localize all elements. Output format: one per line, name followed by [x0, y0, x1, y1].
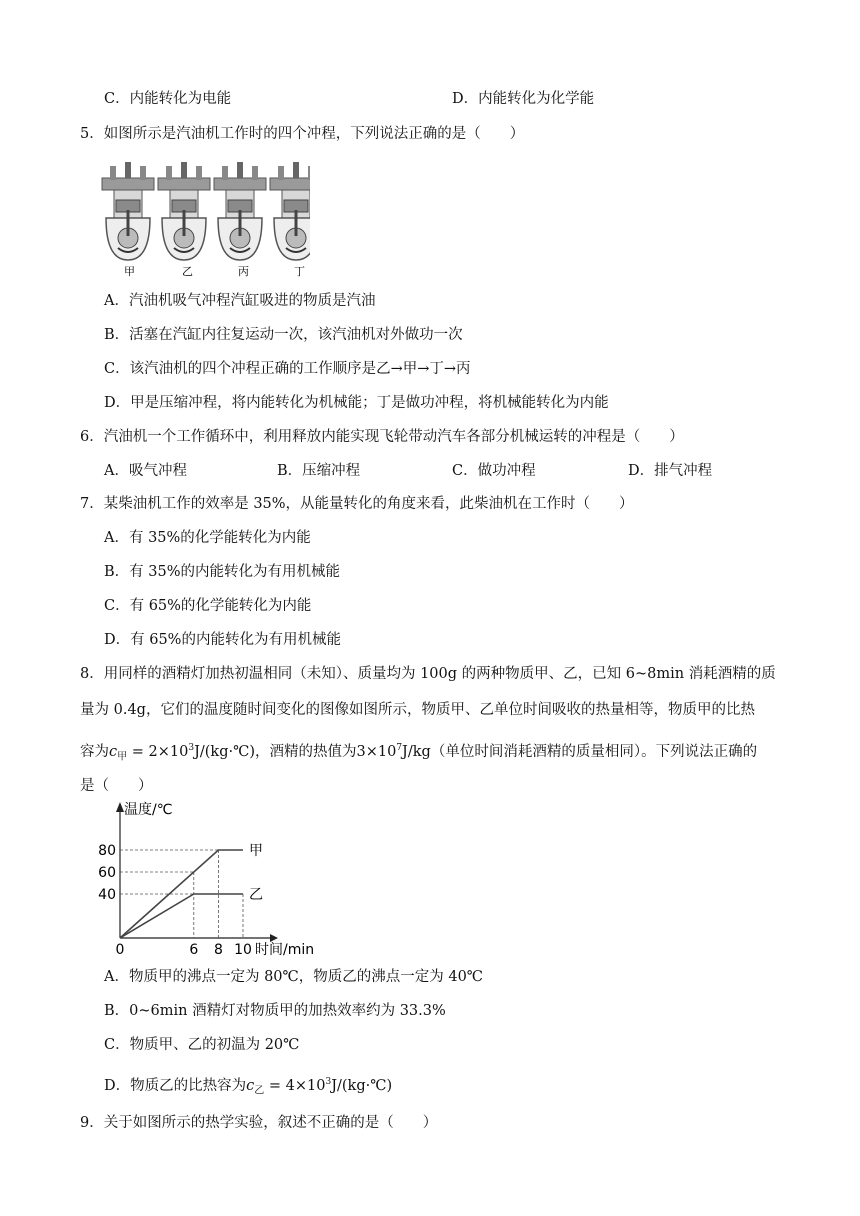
temperature-time-chart	[92, 800, 342, 958]
q7-option-c: C．有 65%的化学能转化为内能	[104, 598, 312, 614]
c-jia-symbol: c	[109, 743, 118, 760]
q8-option-d	[104, 1072, 392, 1102]
q6-option-b: B．压缩冲程	[277, 463, 361, 479]
y-axis-label: 温度/℃	[124, 802, 173, 818]
c-yi-unit: J/(kg·℃)	[331, 1077, 393, 1094]
q5-stem: 5．如图所示是汽油机工作时的四个冲程，下列说法正确的是（ ）	[80, 126, 525, 142]
engine-strokes-figure	[100, 160, 310, 280]
series-label-1: 乙	[249, 887, 263, 903]
q9-stem: 9．关于如图所示的热学实验，叙述不正确的是（ ）	[80, 1115, 438, 1131]
engine-ding	[270, 162, 310, 260]
q8-line-4: 是（ ）	[80, 778, 153, 794]
series-line-1	[120, 894, 243, 938]
engine-jia	[102, 162, 154, 260]
engine-bing	[214, 162, 266, 260]
q8-line3-text-c: （单位时间消耗酒精的质量相同）。下列说法正确的	[430, 743, 758, 760]
q8-line-2: 量为 0.4g，它们的温度随时间变化的图像如图所示，物质甲、乙单位时间吸收的热量相等，物质甲的比热	[80, 702, 755, 718]
x-tick-label-2: 8	[213, 942, 223, 958]
x-axis-arrow	[270, 934, 278, 942]
series-label-0: 甲	[249, 843, 263, 859]
q6-option-d: D．排气冲程	[628, 463, 713, 479]
q7-stem: 7．某柴油机工作的效率是 35%，从能量转化的角度来看，此柴油机在工作时（ ）	[80, 496, 634, 512]
chart-plot-area	[98, 801, 314, 958]
q7-option-a: A．有 35%的化学能转化为内能	[104, 530, 311, 546]
q8-line-1: 8．用同样的酒精灯加热初温相同（未知）、质量均为 100g 的两种物质甲、乙，已知 6~8min 消耗酒精的质	[80, 666, 776, 682]
q7-option-b: B．有 35%的内能转化为有用机械能	[104, 564, 340, 580]
q4-option-d: D．内能转化为化学能	[452, 91, 595, 107]
engine-yi	[158, 162, 210, 260]
c-jia-unit: J/(kg·℃)	[194, 743, 255, 760]
x-axis-label: 时间/min	[255, 942, 315, 958]
c-yi-subscript: 乙	[254, 1085, 265, 1097]
c-jia-value: = 2×10	[127, 743, 189, 760]
c-yi-value: = 4×10	[264, 1077, 326, 1094]
x-tick-label-3: 10	[234, 942, 252, 958]
y-tick-label-0: 40	[98, 887, 116, 903]
y-axis-arrow	[116, 802, 124, 812]
heat-value-exponent: 7	[396, 743, 403, 753]
q5-option-c: C．该汽油机的四个冲程正确的工作顺序是乙→甲→丁→丙	[104, 361, 471, 377]
c-yi-symbol: c	[246, 1077, 255, 1094]
q8-line3-text-b: ，酒精的热值为	[254, 743, 357, 760]
x-tick-label-1: 6	[189, 942, 199, 958]
engine-label-bing: 丙	[238, 265, 249, 278]
engine-label-ding: 丁	[294, 265, 305, 278]
q6-option-a: A．吸气冲程	[104, 463, 187, 479]
q4-option-c: C．内能转化为电能	[104, 91, 232, 107]
q8-line-3	[80, 738, 757, 768]
q8-optd-text: D．物质乙的比热容为	[104, 1077, 247, 1094]
heat-value-unit: J/kg	[402, 743, 431, 760]
q5-option-a: A．汽油机吸气冲程汽缸吸进的物质是汽油	[104, 293, 376, 309]
q5-option-b: B．活塞在汽缸内往复运动一次，该汽油机对外做功一次	[104, 327, 463, 343]
q5-option-d: D．甲是压缩冲程，将内能转化为机械能；丁是做功冲程，将机械能转化为内能	[104, 395, 609, 411]
q6-option-c: C．做功冲程	[452, 463, 536, 479]
engine-label-jia: 甲	[124, 265, 135, 278]
c-yi-exponent: 3	[325, 1077, 332, 1087]
q7-option-d: D．有 65%的内能转化为有用机械能	[104, 632, 341, 648]
x-tick-label-0: 0	[115, 942, 125, 958]
engine-label-yi: 乙	[182, 265, 193, 278]
q8-line3-text-a: 容为	[80, 743, 109, 760]
q8-option-a: A．物质甲的沸点一定为 80℃，物质乙的沸点一定为 40℃	[104, 969, 484, 985]
heat-value: 3×10	[356, 743, 397, 760]
c-jia-subscript: 甲	[117, 751, 128, 763]
q8-option-b: B．0~6min 酒精灯对物质甲的加热效率约为 33.3%	[104, 1003, 446, 1019]
q6-stem: 6．汽油机一个工作循环中，利用释放内能实现飞轮带动汽车各部分机械运转的冲程是（ ）	[80, 429, 684, 445]
y-tick-label-2: 80	[98, 843, 116, 859]
y-tick-label-1: 60	[98, 865, 116, 881]
q8-option-c: C．物质甲、乙的初温为 20℃	[104, 1037, 300, 1053]
c-jia-exponent: 3	[188, 743, 195, 753]
